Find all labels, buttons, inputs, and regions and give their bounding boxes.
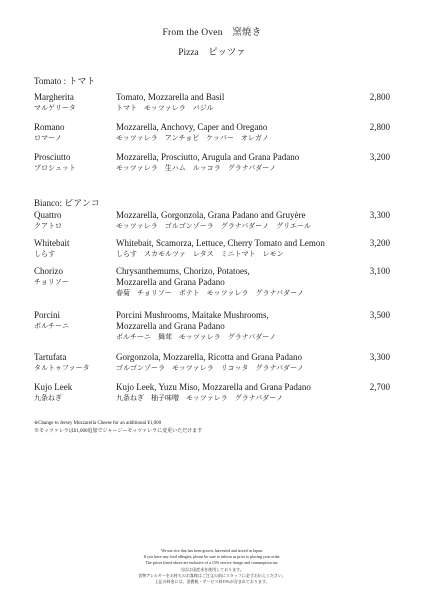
item-description-jp: モッツァレラ ゴルゴンゾーラ グラナパダーノ グリエール (116, 222, 311, 230)
item-description-jp: しらす スカモルツァ レタス ミニトマト レモン (116, 250, 284, 258)
menu-title: From the Oven 窯焼き (162, 28, 262, 38)
item-description (116, 210, 356, 231)
item-name (34, 92, 116, 113)
section-tomato: Tomato : トマト (34, 76, 96, 86)
item-description-en: Gorgonzola, Mozzarella, Ricotta and Grana Padano (116, 352, 303, 362)
item-description (116, 352, 356, 373)
item-description-en: Mozzarella, Gorgonzola, Grana Padano and Gruyère (116, 210, 306, 220)
item-description (116, 238, 356, 259)
footer-line: The prices listed above are inclusive of a 15% service charge and consumption tax. (145, 560, 279, 566)
item-name (34, 310, 116, 331)
item-description (116, 152, 356, 173)
item-name-en: Whitebait (34, 238, 70, 248)
item-name-jp: マルゲリータ (34, 104, 76, 112)
item-name-jp: チョリソー (34, 278, 69, 286)
item-description-en: Mozzarella and Grana Padano (116, 321, 225, 331)
item-description-en: Tomato, Mozzarella and Basil (116, 92, 225, 102)
item-description-jp: ポルチーニ 舞茸 モッツァレラ グラナパダーノ (116, 333, 277, 341)
item-description-jp: ゴルゴンゾーラ モッツァレラ リコッタ グラナパダーノ (116, 364, 304, 372)
menu-item (34, 382, 390, 418)
item-price: 3,200 (369, 238, 390, 248)
item-name-jp: ポルチーニ (34, 322, 69, 330)
item-description-en: Mozzarella, Anchovy, Caper and Oregano (116, 122, 268, 132)
item-description-jp: トマト モッツァレラ バジル (116, 104, 214, 112)
item-description (116, 310, 356, 342)
item-name-jp: プロシュット (34, 164, 76, 172)
item-name (34, 266, 116, 287)
item-description-en: Kujo Leek, Yuzu Miso, Mozzarella and Grana Padano (116, 382, 311, 392)
item-name-en: Chorizo (34, 266, 63, 276)
item-price: 3,500 (369, 310, 390, 320)
item-description-en: Mozzarella and Grana Padano (116, 277, 225, 287)
item-name (34, 122, 116, 143)
footer-line: 食物アレルギーをお持ちのお客様はご注文の前にスタッフに必ずお伝えください。 (138, 572, 286, 578)
notes (34, 420, 202, 436)
item-description-en: Chrysanthemums, Chorizo, Potatoes, (116, 266, 250, 276)
item-price: 2,800 (369, 122, 390, 132)
item-price: 2,800 (369, 92, 390, 102)
item-price: 3,100 (369, 266, 390, 276)
menu-subtitle: Pizza ピッツァ (178, 48, 246, 58)
item-price: 2,700 (369, 382, 390, 392)
footer-line: 上記の料金には、消費税・サービス料15%が含まれております。 (154, 579, 270, 585)
item-name (34, 352, 116, 373)
item-description (116, 122, 356, 143)
menu-item (34, 152, 390, 188)
item-description-jp: 春菊 チョリソー ポテト モッツァレラ グラナパダーノ (116, 289, 304, 297)
footer-line: If you have any food allergies, please be sure to inform us prior to placing your order. (143, 554, 281, 560)
item-price: 3,200 (369, 152, 390, 162)
item-name (34, 382, 116, 403)
menu-item (34, 310, 390, 346)
item-description-jp: モッツァレラ アンチョビ ケッパー オレガノ (116, 134, 269, 142)
item-description-jp: モッツァレラ 生ハム ルッコラ グラナパダーノ (116, 164, 277, 172)
footer-line: We use rice that has been grown, harvested and stored in Japan. (161, 548, 263, 553)
item-name-en: Porcini (34, 310, 60, 320)
footer (0, 548, 424, 585)
menu-item (34, 266, 390, 302)
item-name-en: Quattro (34, 210, 62, 220)
item-name-en: Tartufata (34, 352, 67, 362)
item-name-jp: ロマーノ (34, 134, 62, 142)
item-name-jp: しらす (34, 250, 55, 258)
item-description-jp: 九条ねぎ 柚子味噌 モッツァレラ グラナパダーノ (116, 394, 284, 402)
item-price: 3,300 (369, 210, 390, 220)
item-description-en: Mozzarella, Prosciutto, Arugula and Grana Padano (116, 152, 300, 162)
item-name (34, 152, 116, 173)
item-name (34, 238, 116, 259)
note-line: ※モッツァレラは¥1,000追加でジャージーモッツァレラに変更いただけます (34, 429, 203, 434)
item-name-en: Prosciutto (34, 152, 71, 162)
item-name-jp: 九条ねぎ (34, 394, 62, 402)
item-name-en: Romano (34, 122, 65, 132)
item-name-en: Margherita (34, 92, 74, 102)
section-bianco: Bianco: ビアンコ (34, 198, 100, 208)
note-line: ※Change to Jersey Mozzarella Cheese for an additional ¥1,000 (34, 421, 162, 426)
item-name-en: Kujo Leek (34, 382, 73, 392)
item-name (34, 210, 116, 231)
footer-line: 当店は国産米を使用しております。 (180, 566, 244, 572)
item-name-jp: クアトロ (34, 222, 62, 230)
item-price: 3,300 (369, 352, 390, 362)
item-description-en: Whitebait, Scamorza, Lettuce, Cherry Tomato and Lemon (116, 238, 325, 248)
item-description (116, 266, 356, 298)
item-name-jp: タルトゥファータ (34, 364, 90, 372)
item-description-en: Porcini Mushrooms, Maitake Mushrooms, (116, 310, 269, 320)
item-description (116, 92, 356, 113)
item-description (116, 382, 356, 403)
